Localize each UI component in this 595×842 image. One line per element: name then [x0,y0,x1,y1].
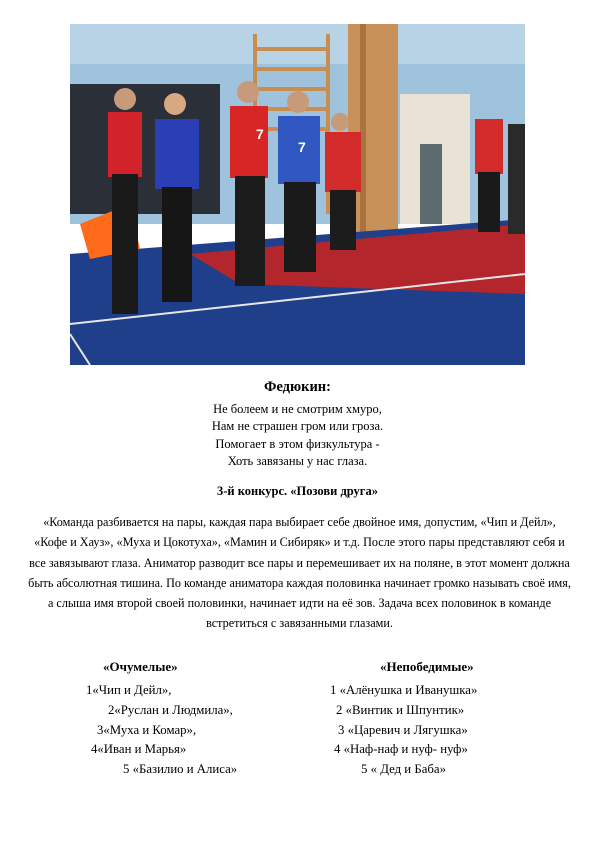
team-pair: 5 « Дед и Баба» [361,762,446,776]
poem-line: Не болеем и не смотрим хмуро, [213,402,382,416]
team-pair: 3 «Царевич и Лягушка» [338,723,468,737]
speaker-name: Федюкин: [263,379,331,395]
team-pair: 2«Руслан и Людмила», [108,703,233,717]
event-photo [70,24,525,365]
team-pair: 2 «Винтик и Шпунтик» [336,703,465,717]
jersey-number-right: 7 [298,139,306,155]
team-pair: 1«Чип и Дейл», [86,683,172,697]
team-pair: 5 «Базилио и Алиса» [123,762,238,776]
jersey-number-left: 7 [256,126,264,142]
poem-line: Нам не страшен гром или гроза. [211,419,384,434]
team-name: «Очумелые» [103,659,178,674]
poem [0,401,595,470]
contest-description: «Команда разбивается на пары, каждая пара выбирает себе двойное имя, допустим, «Чип и Дейл», «Кофе и Хауз», «Муха и Цокотуха», «Мамин и Сибиряк» и т.д. После этого пары представляют себя и все завязывают глаза. Аниматор разводит все пары и перемешивает их на поляне, в этот момент должна быть абсолютная тишина. По команде аниматора каждая половинка начинает громко называть своё имя, а слыша имя второй своей половинки, начинает идти на её зов. Задача всех половинок в команде встретиться с завязанными глазами. [28,515,571,631]
team-pair: 4«Иван и Марья» [91,742,187,756]
team-pair: 1 «Алёнушка и Иванушка» [330,683,478,697]
contest-title: 3-й конкурс. «Позови друга» [217,484,378,498]
team-pair: 3«Муха и Комар», [97,723,197,737]
team-pair: 4 «Наф-наф и нуф- нуф» [334,742,468,756]
poem-line: Хоть завязаны у нас глаза. [227,453,368,468]
poem-line: Помогает в этом физкультура - [215,436,380,451]
team-name: «Непобедимые» [380,659,474,674]
